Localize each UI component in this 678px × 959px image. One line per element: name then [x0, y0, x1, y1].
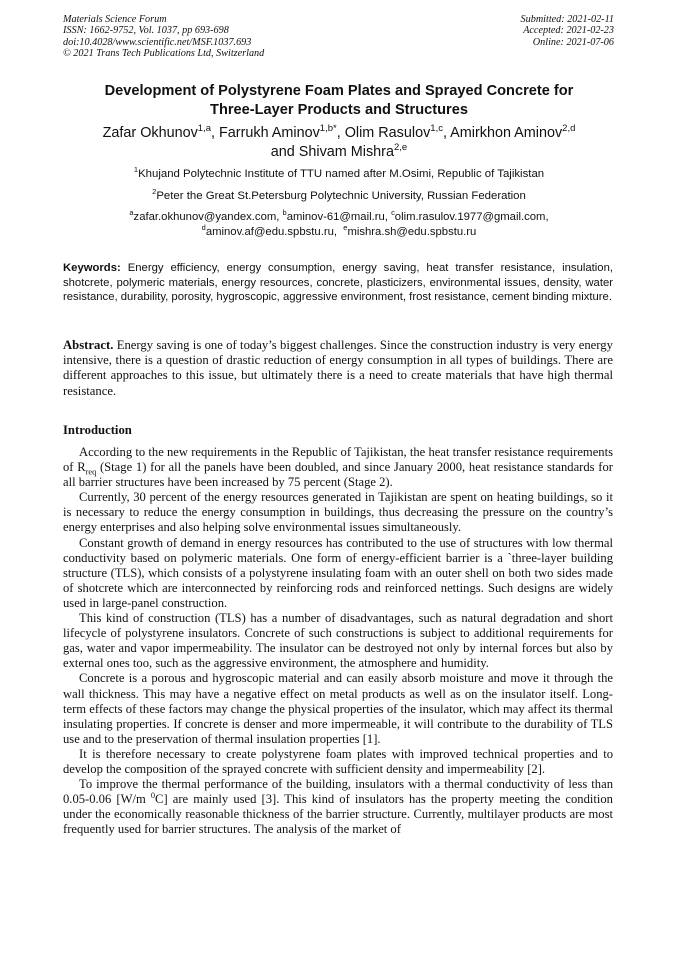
- affiliation-2: [60, 189, 618, 204]
- section-heading-introduction: Introduction: [63, 423, 132, 437]
- accepted-date: Accepted: 2021-02-23: [523, 25, 614, 37]
- abstract-label: Abstract.: [63, 338, 114, 352]
- copyright-line: © 2021 Trans Tech Publications Ltd, Switzerland: [63, 48, 265, 60]
- paragraph: Currently, 30 percent of the energy resources generated in Tajikistan are spent on heating buildings, so it is necessary to reduce the energy consumption in buildings, thus decreasing the pressure on the country’s energy enterprises and also helping solve environmental issues simultaneously.: [63, 490, 613, 535]
- email-link[interactable]: olim.rasulov.1977@gmail.com,: [394, 211, 549, 223]
- paragraph: Constant growth of demand in energy resources has contributed to the use of structures with low thermal conductivity based on polymeric materials. One form of energy-efficient barrier is a `three-layer building structure (TLS), which consists of a polystyrene insulating foam with an outer shell on both two sides made of shotcrete which are interconnected by reinforcing rods and reinforced nettings. Such designs are widely used in large-panel construction.: [63, 535, 613, 610]
- abstract-text: Energy saving is one of today’s biggest challenges. Since the construction industry is very energy intensive, there is a question of drastic reduction of energy consumption in all types of buildings. There are different approaches to this issue, but ultimately there is a need to create materials that have high thermal resistance.: [63, 338, 613, 398]
- introduction-body: [63, 445, 613, 837]
- paragraph: It is therefore necessary to create polystyrene foam plates with improved technical properties and to develop the composition of the sprayed concrete with sufficient density and impermeability [2].: [63, 746, 613, 776]
- author-name: Zafar Okhunov: [102, 125, 198, 141]
- affiliation-1: [60, 167, 618, 182]
- email-sup: b: [282, 208, 287, 218]
- issn-line: ISSN: 1662-9752, Vol. 1037, pp 693-698: [63, 25, 229, 37]
- online-date: Online: 2021-07-06: [532, 36, 614, 48]
- email-link[interactable]: zafar.okhunov@yandex.com,: [133, 211, 280, 223]
- author-sup: 2,e: [393, 142, 408, 154]
- affiliation-text: Khujand Polytechnic Institute of TTU named after M.Osimi, Republic of Tajikistan: [138, 168, 545, 180]
- paragraph: This kind of construction (TLS) has a number of disadvantages, such as natural degradation and short lifecycle of polystyrene insulators. Concrete of such constructions is subject to additional requirements for gas, water and vapor impermeability. The insulator can be destroyed not only by internal forces but also by external ones too, such as the aggressive environment, the atmosphere and humidity.: [63, 611, 613, 671]
- email-link[interactable]: aminov.af@edu.spbstu.ru,: [205, 225, 338, 238]
- author-name: Amirkhon Aminov: [450, 125, 563, 141]
- paragraph-text: C] are mainly used [3]. This kind of insulators has the property meeting the condition under the economically reasonable thickness of the barrier structure. Currently, multilayer products are most frequently used for barrier structures. The analysis of the market of: [63, 792, 613, 837]
- subscript: req: [85, 467, 97, 477]
- author-sup: 1,c: [430, 123, 443, 135]
- dates-info: [521, 14, 614, 48]
- abstract-block: [63, 338, 613, 399]
- paragraph: [63, 445, 613, 490]
- author-sup: 1,b*: [319, 123, 337, 135]
- paragraph: Concrete is a porous and hygroscopic material and can easily absorb moisture and move it through the wall thickness. This may have a negative effect on metal products as well as on the insulator itself. Long-term effects of these factors may change the physical properties of the insulator, which may affect its thermal insulating properties. If concrete is denser and more impermeable, it will contribute to the durability of TLS use and to the preservation of thermal insulation properties [1].: [63, 671, 613, 746]
- title-line-1: Development of Polystyrene Foam Plates and Sprayed Concrete for: [104, 83, 574, 99]
- paragraph-text: To improve the thermal performance of the building, insulators with a thermal conductivity of less than 0.05-0.06 [W/m: [63, 777, 613, 807]
- email-sup: e: [343, 222, 348, 232]
- email-link[interactable]: aminov-61@mail.ru,: [286, 211, 388, 223]
- journal-info: [63, 14, 264, 60]
- keywords-text: Energy efficiency, energy consumption, energy saving, heat transfer resistance, insulation, shotcrete, polymeric materials, energy resources, concrete, plasticizers, environmental issues, density, water resistance, durability, porosity, hygroscopic, aggressive environment, frost resistance, cement binding mixture.: [63, 262, 614, 304]
- paragraph: [63, 777, 613, 837]
- submitted-date: Submitted: 2021-02-11: [520, 14, 614, 25]
- email-sup: a: [129, 208, 134, 218]
- email-link[interactable]: mishra.sh@edu.spbstu.ru: [347, 225, 477, 238]
- journal-name: Materials Science Forum: [63, 14, 167, 25]
- email-sup: c: [391, 208, 395, 218]
- author-list: Zafar Okhunov$^{1,a}$, Farrukh Aminov$^{1,b*}$, Olim Rasulov$^{1,c}$, Amirkhon Aminov$^{2,d}$ and Shivam Mishra$^{2,e}$: [102, 123, 576, 160]
- affiliation-sup: 1: [133, 165, 139, 175]
- paragraph-text: (Stage 1) for all the panels have been doubled, and since January 2000, heat resistance standards for all barrier structures have been increased by 75 percent (Stage 2).: [63, 460, 613, 490]
- paper-title: [60, 82, 618, 119]
- affiliation-text: Peter the Great St.Petersburg Polytechnic University, Russian Federation: [156, 190, 526, 202]
- superscript: 0: [150, 790, 156, 800]
- affiliation-sup: 2: [152, 187, 157, 197]
- author-sup: 1,a: [197, 123, 212, 135]
- paragraph-text: According to the new requirements in the Republic of Tajikistan, the heat transfer resistance requirements of R: [63, 445, 613, 475]
- author-name: and Shivam Mishra: [270, 144, 394, 160]
- author-name: Farrukh Aminov: [219, 125, 320, 141]
- doi-line: doi:10.4028/www.scientific.net/MSF.1037.693: [63, 36, 252, 48]
- author-name: Olim Rasulov: [344, 125, 431, 141]
- title-line-2: Three-Layer Products and Structures: [210, 101, 468, 118]
- author-sup: 2,d: [562, 123, 576, 135]
- keywords-block: [63, 261, 613, 305]
- keywords-label: Keywords:: [63, 262, 121, 274]
- email-sup: d: [201, 222, 206, 232]
- email-list: [60, 210, 618, 239]
